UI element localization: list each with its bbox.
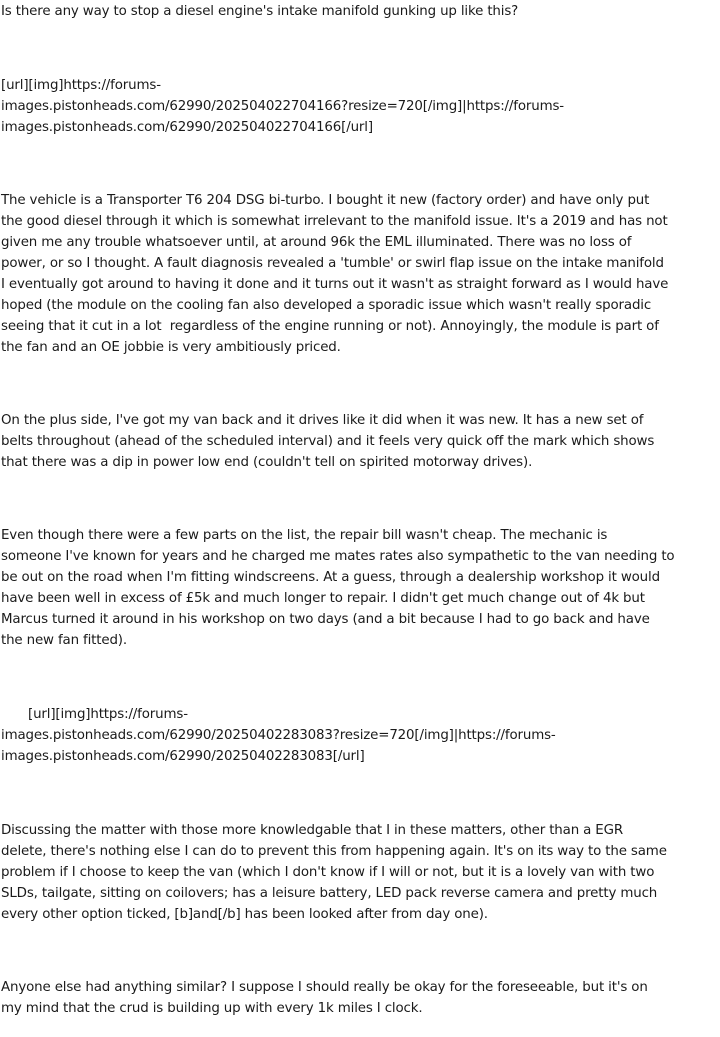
paragraph-line: someone I've known for years and he charged me mates rates also sympathetic to the van needing to: [1, 549, 675, 564]
image-link-line: images.pistonheads.com/62990/20250402283083[/url]: [1, 749, 365, 764]
paragraph-line: Even though there were a few parts on the list, the repair bill wasn't cheap. The mechanic is: [1, 528, 608, 543]
image-link-line: [url][img]https://forums-: [1, 78, 161, 93]
paragraph-line: I eventually got around to having it done and it turns out it wasn't as straight forward as I would have: [1, 277, 669, 292]
paragraph-line: have been well in excess of £5k and much longer to repair. I didn't get much change out of 4k but: [1, 591, 645, 606]
paragraph-line: problem if I choose to keep the van (which I don't know if I will or not, but it is a lovely van with two: [1, 865, 655, 880]
image-link-line: images.pistonheads.com/62990/20250402283083?resize=720[/img]|https://forums-: [1, 728, 556, 743]
paragraph-line: the good diesel through it which is somewhat irrelevant to the manifold issue. It's a 2019 and has not: [1, 214, 668, 229]
image-link-line: images.pistonheads.com/62990/202504022704166[/url]: [1, 120, 373, 135]
paragraph-line: hoped (the module on the cooling fan also developed a sporadic issue which wasn't really sporadic: [1, 298, 652, 313]
paragraph-line: every other option ticked, [b]and[/b] has been looked after from day one).: [1, 907, 488, 922]
post-title: Is there any way to stop a diesel engine's intake manifold gunking up like this?: [1, 4, 519, 19]
paragraph-line: delete, there's nothing else I can do to prevent this from happening again. It's on its way to the same: [1, 844, 667, 859]
paragraph-line: my mind that the crud is building up with every 1k miles I clock.: [1, 1001, 423, 1016]
paragraph-line: be out on the road when I'm fitting windscreens. At a guess, through a dealership workshop it would: [1, 570, 660, 585]
paragraph-line: Anyone else had anything similar? I suppose I should really be okay for the foreseeable, but it's on: [1, 980, 648, 995]
paragraph-line: that there was a dip in power low end (couldn't tell on spirited motorway drives).: [1, 455, 533, 470]
paragraph-line: On the plus side, I've got my van back and it drives like it did when it was new. It has a new set of: [1, 413, 644, 428]
image-link-line: images.pistonheads.com/62990/202504022704166?resize=720[/img]|https://forums-: [1, 99, 564, 114]
paragraph-line: The vehicle is a Transporter T6 204 DSG bi-turbo. I bought it new (factory order) and have only put: [1, 193, 650, 208]
image-link-line: [url][img]https://forums-: [28, 707, 188, 722]
paragraph-line: belts throughout (ahead of the scheduled interval) and it feels very quick off the mark which shows: [1, 434, 655, 449]
paragraph-line: power, or so I thought. A fault diagnosis revealed a 'tumble' or swirl flap issue on the intake manifold: [1, 256, 664, 271]
paragraph-line: SLDs, tailgate, sitting on coilovers; has a leisure battery, LED pack reverse camera and pretty much: [1, 886, 658, 901]
paragraph-line: the fan and an OE jobbie is very ambitiously priced.: [1, 340, 341, 355]
paragraph-line: seeing that it cut in a lot regardless of the engine running or not). Annoyingly, the module is part of: [1, 319, 659, 334]
paragraph-line: given me any trouble whatsoever until, at around 96k the EML illuminated. There was no loss of: [1, 235, 632, 250]
paragraph-line: Marcus turned it around in his workshop on two days (and a bit because I had to go back and have: [1, 612, 650, 627]
paragraph-line: the new fan fitted).: [1, 633, 127, 648]
paragraph-line: Discussing the matter with those more knowledgable that I in these matters, other than a EGR: [1, 823, 624, 838]
